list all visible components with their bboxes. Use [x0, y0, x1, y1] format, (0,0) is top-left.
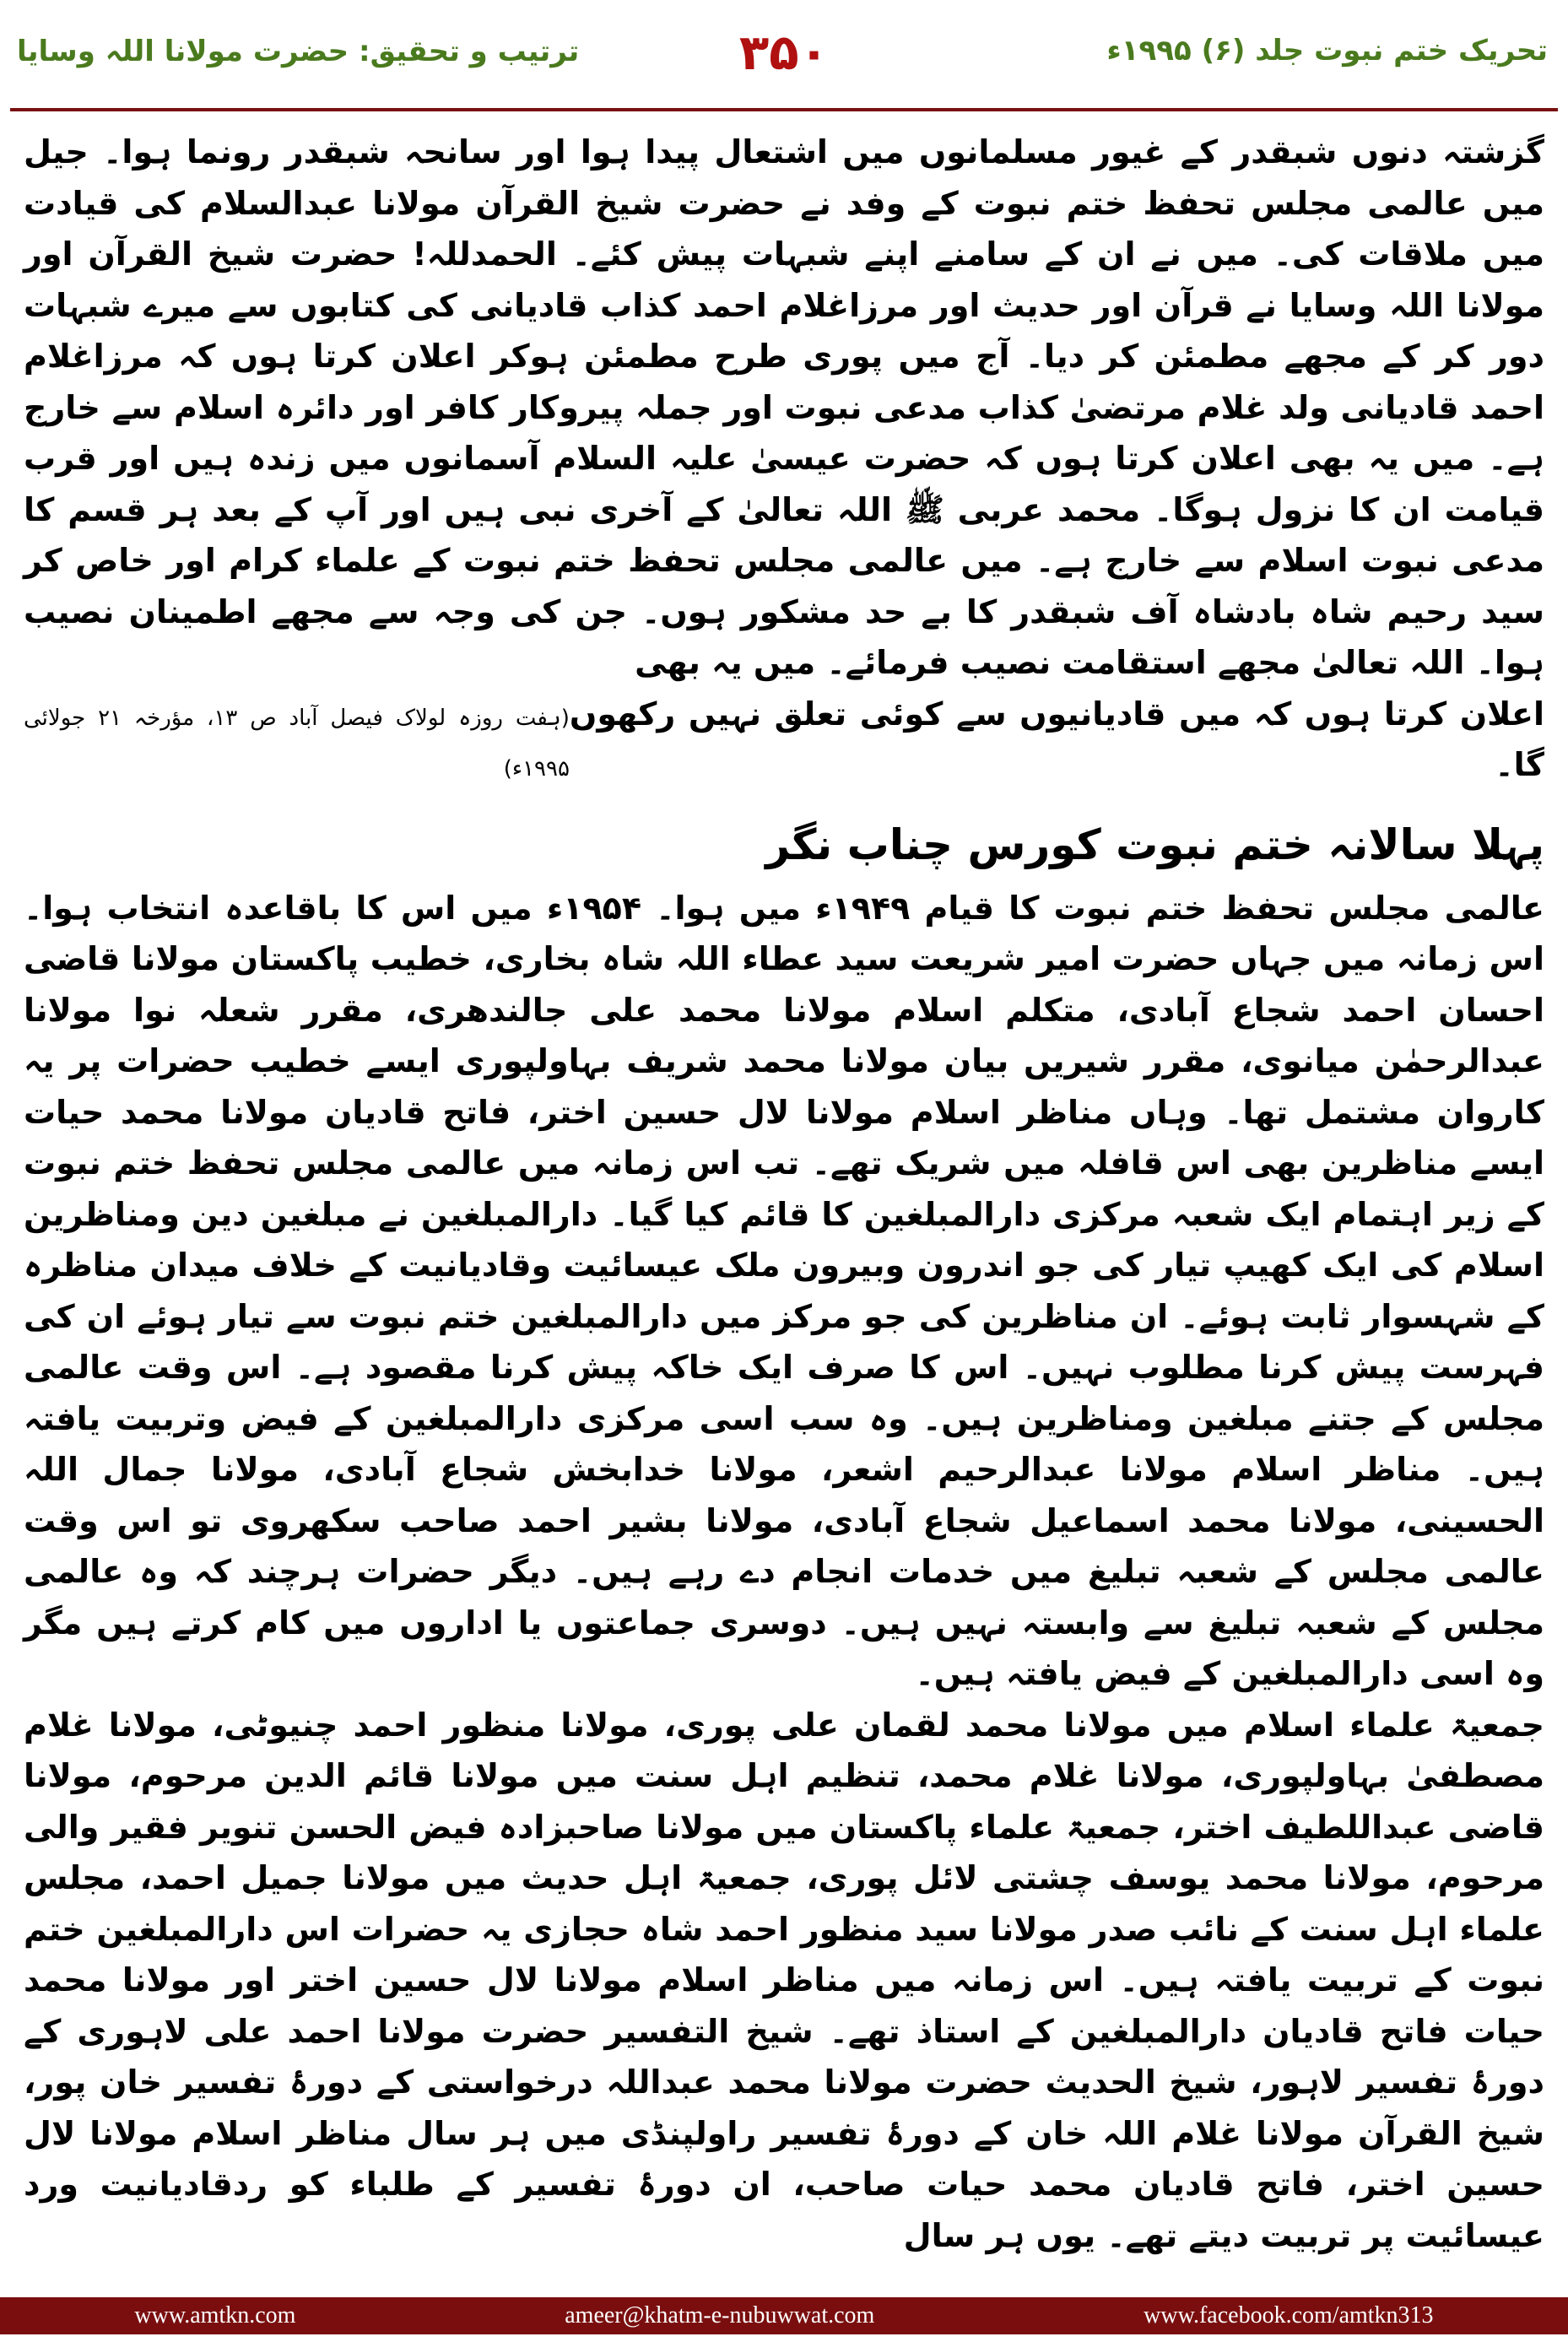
header-compiler: ترتیب و تحقیق: حضرت مولانا اللہ وسایا [17, 35, 580, 68]
header-book-title: تحریک ختم نبوت جلد (۶) ۱۹۹۵ء [1106, 34, 1548, 68]
header-divider [10, 108, 1558, 111]
source-citation: (ہفت روزہ لولاک فیصل آباد ص ۱۳، مؤرخہ ۲۱ جولائی ۱۹۹۵ء) [24, 705, 570, 782]
paragraph-body-1: عالمی مجلس تحفظ ختم نبوت کا قیام ۱۹۴۹ء میں ہوا۔ ۱۹۵۴ء میں اس کا باقاعدہ انتخاب ہوا۔ اس زمانہ میں جہاں حضرت امیر شریعت سید عطاء اللہ شاہ بخاری، خطیب پاکستان مولانا قاضی احسان احمد شجاع آبادی، متکلم اسلام مولانا محمد علی جالندھری، مقرر شعلہ نوا مولانا عبدالرحمٰن میانوی، مقرر شیریں بیان مولانا محمد شریف بہاولپوری ایسے خطیب حضرات پر یہ کاروان مشتمل تھا۔ وہاں مناظر اسلام مولانا لال حسین اختر، فاتح قادیان مولانا محمد حیات ایسے مناظرین بھی اس قافلہ میں شریک تھے۔ تب اس زمانہ میں عالمی مجلس تحفظ ختم نبوت کے زیر اہتمام ایک شعبہ مرکزی دارالمبلغین کا قائم کیا گیا۔ دارالمبلغین نے مبلغین دین ومناظرین اسلام کی ایک کھیپ تیار کی جو اندرون وبیرون ملک عیسائیت وقادیانیت کے خلاف میدان مناظرہ کے شہسوار ثابت ہوئے۔ ان مناظرین کی جو مرکز میں دارالمبلغین ختم نبوت سے تیار ہوئے ان کی فہرست پیش کرنا مطلوب نہیں۔ اس کا صرف ایک خاکہ پیش کرنا مقصود ہے۔ اس وقت عالمی مجلس کے جتنے مبلغین ومناظرین ہیں۔ وہ سب اسی مرکزی دارالمبلغین کے فیض وتربیت یافتہ ہیں۔ مناظر اسلام مولانا عبدالرحیم اشعر، مولانا خدابخش شجاع آبادی، مولانا جمال اللہ الحسینی، مولانا محمد اسماعیل شجاع آبادی، مولانا بشیر احمد صاحب سکھروی تو اس وقت عالمی مجلس کے شعبہ تبلیغ میں خدمات انجام دے رہے ہیں۔ دیگر حضرات ہرچند کہ وہ عالمی مجلس کے شعبہ تبلیغ سے وابستہ نہیں ہیں۔ دوسری جماعتوں یا اداروں میں کام کرتے ہیں مگر وہ اسی دارالمبلغین کے فیض یافتہ ہیں۔ [24, 889, 1545, 1692]
footer-email-link[interactable]: ameer@khatm-e-nubuwwat.com [565, 2302, 875, 2328]
footer-website-link[interactable]: www.amtkn.com [134, 2302, 296, 2328]
page-number: ۳۵۰ [738, 24, 830, 81]
paragraph-body-2: جمعیۃ علماء اسلام میں مولانا محمد لقمان علی پوری، مولانا منظور احمد چنیوٹی، مولانا غلام مصطفیٰ بہاولپوری، مولانا غلام محمد، تنظیم اہل سنت میں مولانا قائم الدین مرحوم، مولانا قاضی عبداللطیف اختر، جمعیۃ علماء پاکستان میں مولانا صاحبزادہ فیض الحسن تنویر فقیر والی مرحوم، مولانا محمد یوسف چشتی لائل پوری، جمعیۃ اہل حدیث میں مولانا جمیل احمد، مجلس علماء اہل سنت کے نائب صدر مولانا سید منظور احمد شاہ حجازی یہ حضرات اس دارالمبلغین ختم نبوت کے تربیت یافتہ ہیں۔ اس زمانہ میں مناظر اسلام مولانا لال حسین اختر اور مولانا محمد حیات فاتح قادیان دارالمبلغین کے استاذ تھے۔ شیخ التفسیر حضرت مولانا احمد علی لاہوری کے دورۂ تفسیر لاہور، شیخ الحدیث حضرت مولانا محمد عبداللہ درخواستی کے دورۂ تفسیر خان پور، شیخ القرآن مولانا غلام اللہ خان کے دورۂ تفسیر راولپنڈی میں ہر سال مناظر اسلام مولانا لال حسین اختر، فاتح قادیان محمد حیات صاحب، ان دورۂ تفسیر کے طلباء کو ردقادیانیت ورد عیسائیت پر تربیت دیتے تھے۔ یوں ہر سال [24, 1706, 1544, 2254]
declaration-closing-text: اعلان کرتا ہوں کہ میں قادیانیوں سے کوئی تعلق نہیں رکھوں گا۔ [569, 695, 1544, 783]
declaration-closing-line [24, 689, 1544, 795]
paragraph-declaration: گزشتہ دنوں شبقدر کے غیور مسلمانوں میں اشتعال پیدا ہوا اور سانحہ شبقدر رونما ہوا۔ جیل میں عالمی مجلس تحفظ ختم نبوت کے وفد نے حضرت شیخ القرآن مولانا عبدالسلام کی قیادت میں ملاقات کی۔ میں نے ان کے سامنے اپنے شبہات پیش کئے۔ الحمدللہ! حضرت شیخ القرآن اور مولانا اللہ وسایا نے قرآن اور حدیث اور مرزاغلام احمد کذاب قادیانی کی کتابوں سے میرے شبہات دور کر کے مجھے مطمئن کر دیا۔ آج میں پوری طرح مطمئن ہوکر اعلان کرتا ہوں کہ مرزاغلام احمد قادیانی ولد غلام مرتضیٰ کذاب مدعی نبوت اور جملہ پیروکار کافر اور دائرہ اسلام سے خارج ہے۔ میں یہ بھی اعلان کرتا ہوں کہ حضرت عیسیٰ علیہ السلام آسمانوں میں زندہ ہیں اور قرب قیامت ان کا نزول ہوگا۔ محمد عربی ﷺ اللہ تعالیٰ کے آخری نبی ہیں اور آپ کے بعد ہر قسم کا مدعی نبوت اسلام سے خارج ہے۔ میں عالمی مجلس تحفظ ختم نبوت کے علماء کرام اور خاص کر سید رحیم شاہ بادشاہ آف شبقدر کا بے حد مشکور ہوں۔ جن کی وجہ سے مجھے اطمینان نصیب ہوا۔ اللہ تعالیٰ مجھے استقامت نصیب فرمائے۔ میں یہ بھی [24, 133, 1544, 681]
section-heading: پہلا سالانہ ختم نبوت کورس چناب نگر [765, 819, 1544, 869]
page-header [0, 0, 1568, 118]
page-body [24, 127, 1544, 2261]
page-footer [0, 2297, 1568, 2334]
footer-facebook-link[interactable]: www.facebook.com/amtkn313 [1144, 2302, 1434, 2328]
